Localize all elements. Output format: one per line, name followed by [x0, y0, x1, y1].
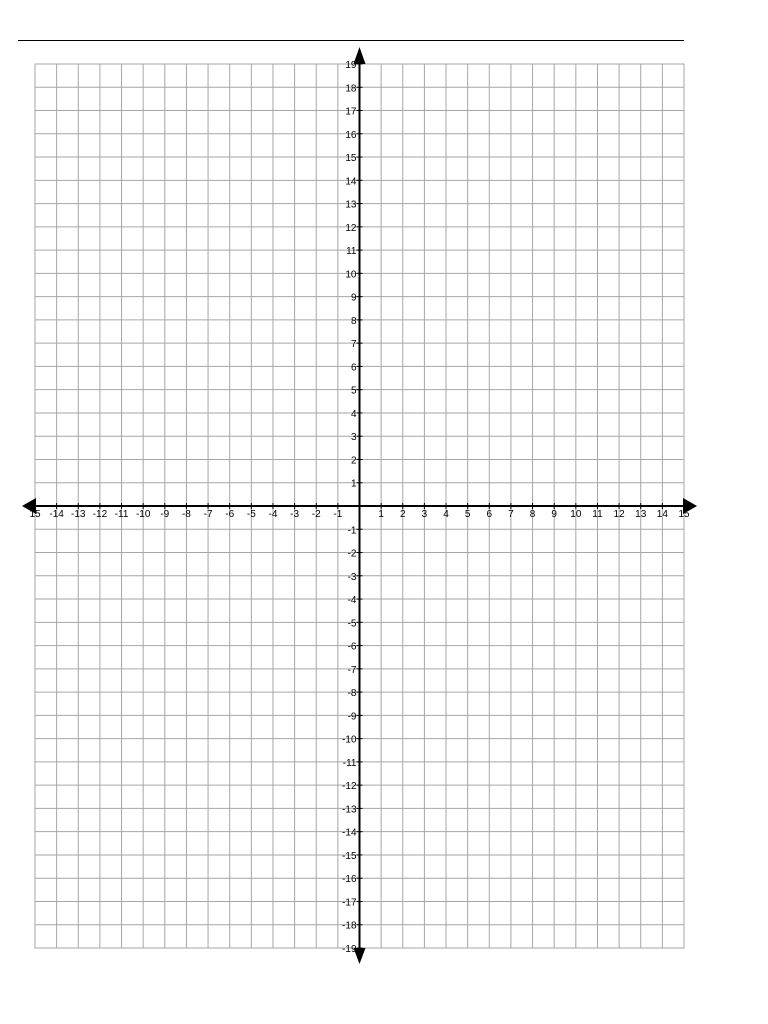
y-tick-label: 10 [345, 269, 357, 281]
y-tick-label: 15 [345, 153, 357, 165]
y-tick-label: -7 [347, 664, 357, 676]
y-tick-label: -14 [342, 827, 357, 839]
x-tick-label: -3 [290, 509, 300, 520]
y-tick-label: -5 [347, 618, 357, 630]
x-tick-label: -6 [225, 509, 235, 520]
y-tick-label: 14 [345, 176, 357, 188]
y-tick-label: -10 [342, 734, 357, 746]
y-tick-label: 6 [350, 362, 357, 374]
y-tick-label: -9 [347, 711, 357, 723]
x-tick-label: 12 [613, 509, 625, 520]
y-tick-label: 3 [350, 432, 357, 444]
x-tick-label: -12 [92, 509, 108, 520]
y-tick-label: 2 [350, 455, 357, 467]
y-tick-label: -18 [342, 920, 357, 932]
x-tick-label: 1 [378, 509, 384, 520]
y-tick-label: 18 [345, 83, 357, 95]
x-tick-label: -2 [311, 509, 321, 520]
y-tick-label: 4 [350, 408, 357, 420]
x-tick-label: -10 [135, 509, 151, 520]
x-tick-label: 5 [464, 509, 471, 520]
x-tick-label: -11 [114, 509, 129, 520]
y-tick-label: 5 [350, 385, 357, 397]
x-tick-label: 10 [570, 509, 582, 520]
x-tick-label: 4 [443, 509, 449, 520]
x-tick-label: 9 [551, 509, 557, 520]
y-tick-label: 16 [345, 129, 357, 141]
y-tick-label: 7 [350, 339, 357, 351]
x-tick-label: 7 [508, 509, 514, 520]
y-tick-label: 13 [345, 199, 357, 211]
axes [22, 47, 697, 964]
x-tick-label: -5 [246, 509, 256, 520]
y-tick-label: -1 [347, 525, 357, 537]
y-tick-label: -4 [347, 595, 357, 607]
x-tick-label: -1 [333, 509, 343, 520]
x-tick-label: -13 [71, 509, 86, 520]
x-tick-label: -4 [268, 509, 278, 520]
x-tick-label: -9 [160, 509, 170, 520]
x-tick-label: 3 [421, 509, 428, 520]
y-tick-label: -12 [342, 781, 357, 793]
y-tick-label: 19 [345, 60, 357, 71]
y-tick-label: -15 [342, 850, 357, 862]
y-tick-label: -17 [342, 897, 357, 909]
x-tick-label: 15 [29, 509, 41, 520]
x-tick-label: 13 [635, 509, 647, 520]
y-tick-label: 9 [350, 292, 357, 304]
y-tick-label: 17 [345, 106, 357, 118]
x-tick-label: -8 [181, 509, 191, 520]
y-tick-label: -6 [347, 641, 357, 653]
y-tick-label: -19 [342, 944, 357, 955]
x-tick-label: 11 [592, 509, 603, 520]
y-tick-label: 11 [346, 246, 357, 258]
y-tick-label: -3 [347, 571, 357, 583]
x-tick-label: -7 [203, 509, 213, 520]
x-tick-label: 6 [486, 509, 493, 520]
y-tick-label: 1 [350, 478, 357, 490]
x-tick-label: -14 [49, 509, 64, 520]
x-tick-label: 14 [656, 509, 668, 520]
x-tick-label: 2 [399, 509, 406, 520]
y-tick-label: -8 [347, 688, 357, 700]
y-tick-label: 8 [350, 315, 357, 327]
y-tick-label: -11 [342, 757, 357, 769]
y-tick-labels [342, 60, 357, 955]
x-tick-label: 8 [529, 509, 536, 520]
y-tick-label: -16 [342, 874, 357, 886]
y-tick-label: 12 [345, 222, 357, 234]
x-tick-label: 15 [678, 509, 690, 520]
y-tick-label: -13 [342, 804, 357, 816]
y-tick-label: -2 [347, 548, 357, 560]
